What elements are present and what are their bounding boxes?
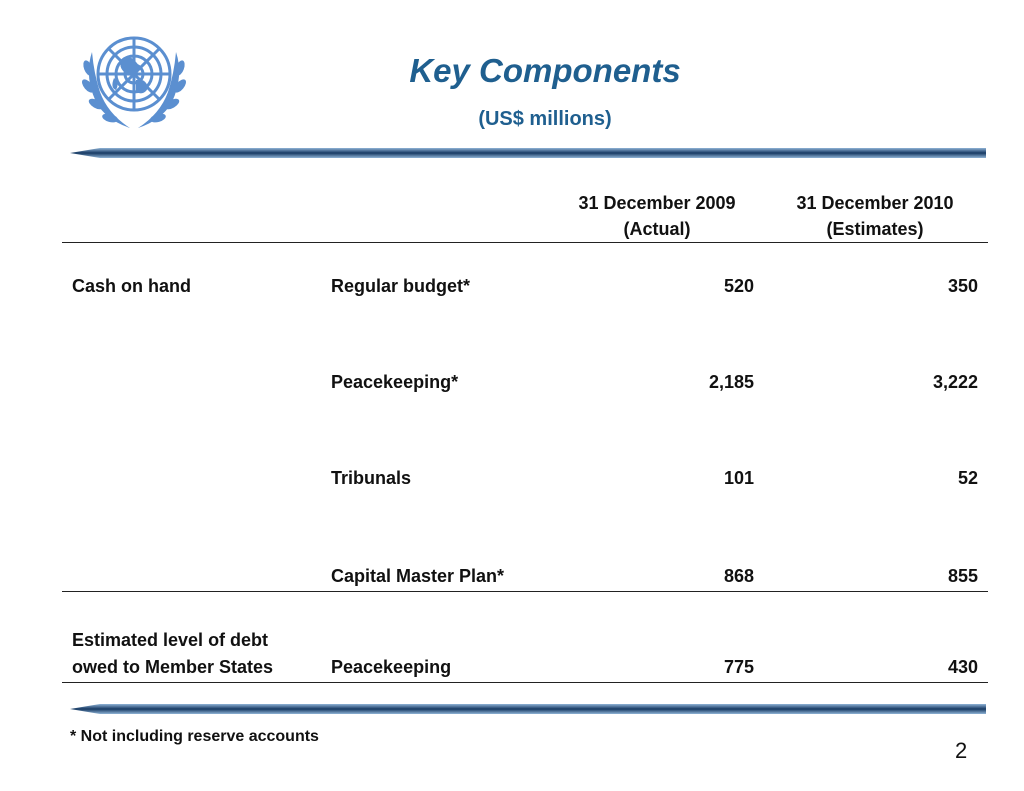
section-divider-rule (62, 591, 988, 592)
column-header-2010-line1: 31 December 2010 (796, 193, 954, 213)
table-bottom-rule (62, 682, 988, 683)
page-title: Key Components (409, 52, 681, 89)
cell-debt-peacekeeping-2009: 775 (723, 657, 754, 677)
cell-peacekeeping-2010: 3,222 (932, 372, 978, 392)
page-subtitle: (US$ millions) (478, 108, 612, 130)
footnote: * Not including reserve accounts (70, 728, 319, 745)
section-label-cash-on-hand: Cash on hand (72, 276, 192, 296)
column-header-2009 (560, 190, 754, 242)
column-header-2010-line2: (Estimates) (826, 219, 924, 239)
row-label-capital-master-plan: Capital Master Plan* (331, 566, 505, 586)
un-emblem-icon (74, 22, 194, 136)
row-label-regular-budget: Regular budget* (331, 276, 471, 296)
section-label-debt-line1: Estimated level of debt (72, 630, 269, 650)
row-label-peacekeeping: Peacekeeping* (331, 372, 459, 392)
cell-regular-budget-2009: 520 (723, 276, 754, 296)
cell-capital-master-plan-2009: 868 (723, 566, 754, 586)
cell-tribunals-2010: 52 (957, 468, 978, 488)
cell-peacekeeping-2009: 2,185 (708, 372, 754, 392)
cell-tribunals-2009: 101 (723, 468, 754, 488)
footer-divider-bar (70, 704, 986, 714)
column-header-2010 (778, 190, 972, 242)
table-header-rule (62, 242, 988, 243)
column-header-2009-line1: 31 December 2009 (578, 193, 736, 213)
cell-debt-peacekeeping-2010: 430 (947, 657, 978, 677)
header-divider-bar (70, 148, 986, 158)
column-header-2009-line2: (Actual) (623, 219, 691, 239)
cell-regular-budget-2010: 350 (947, 276, 978, 296)
page-number: 2 (955, 738, 968, 763)
section-label-debt-line2: owed to Member States (72, 657, 274, 677)
cell-capital-master-plan-2010: 855 (947, 566, 978, 586)
row-label-debt-peacekeeping: Peacekeeping (331, 657, 452, 677)
row-label-tribunals: Tribunals (331, 468, 412, 488)
